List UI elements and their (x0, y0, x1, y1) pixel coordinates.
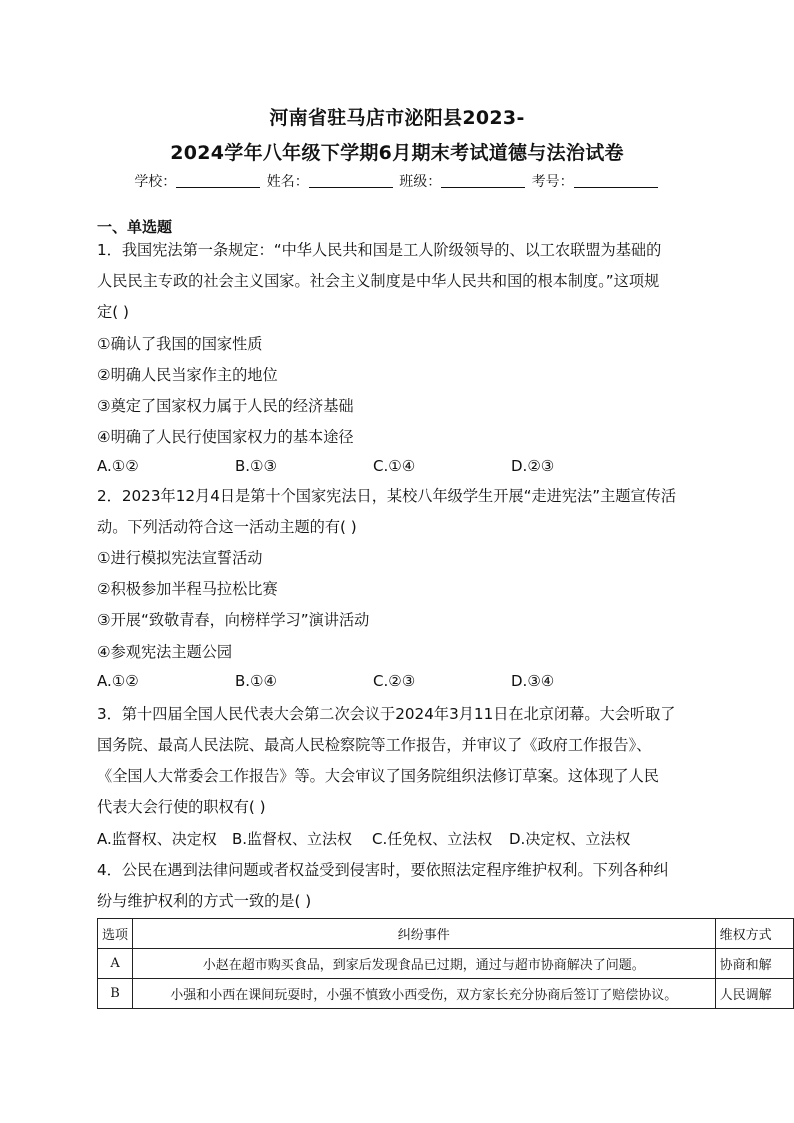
q3-option-b[interactable]: B.监督权、立法权 (232, 830, 353, 848)
exam-title-line1: 河南省驻马店市泌阳县2023- (269, 107, 525, 129)
q3-stem-line1: 3．第十四届全国人民代表大会第二次会议于2024年3月11日在北京闭幕。大会听取了 (97, 705, 676, 723)
table-header-option: 选项 (98, 919, 133, 949)
q1-statement-3: ③奠定了国家权力属于人民的经济基础 (97, 397, 354, 415)
table-cell-method: 人民调解 (715, 979, 793, 1009)
q2-stem-line2: 动。下列活动符合这一活动主题的有( ) (97, 518, 357, 536)
q2-option-d[interactable]: D.③④ (511, 672, 555, 690)
q1-statement-2: ②明确人民当家作主的地位 (97, 366, 278, 384)
q2-option-a[interactable]: A.①② (97, 672, 139, 690)
table-row (98, 979, 794, 1009)
school-label: 学校： (134, 174, 177, 190)
q4-dispute-table (97, 918, 794, 1009)
section-heading-single-choice: 一、单选题 (97, 218, 173, 236)
table-header-method: 维权方式 (715, 919, 793, 949)
q1-option-a[interactable]: A.①② (97, 457, 139, 475)
q1-stem-line2: 人民民主专政的社会主义国家。社会主义制度是中华人民共和国的根本制度。”这项规 (97, 272, 660, 290)
q4-stem-line1: 4．公民在遇到法律问题或者权益受到侵害时，要依照法定程序维护权利。下列各种纠 (97, 861, 669, 879)
table-cell-event: 小赵在超市购买食品，到家后发现食品已过期，通过与超市协商解决了问题。 (133, 949, 716, 979)
table-cell-method: 协商和解 (715, 949, 793, 979)
q2-statement-2: ②积极参加半程马拉松比赛 (97, 580, 278, 598)
exam-title-line2: 2024学年八年级下学期6月期末考试道德与法治试卷 (170, 142, 624, 164)
q3-stem-line2: 国务院、最高人民法院、最高人民检察院等工作报告，并审议了《政府工作报告》、 (97, 736, 652, 754)
q1-stem-line1: 1．我国宪法第一条规定：“中华人民共和国是工人阶级领导的、以工农联盟为基础的 (97, 241, 662, 259)
table-cell-event: 小强和小西在课间玩耍时，小强不慎致小西受伤，双方家长充分协商后签订了赔偿协议。 (133, 979, 716, 1009)
q2-stem-line1: 2．2023年12月4日是第十个国家宪法日，某校八年级学生开展“走进宪法”主题宣传活 (97, 487, 677, 505)
q3-stem-line4: 代表大会行使的职权有( ) (97, 798, 266, 816)
class-label: 班级： (399, 174, 442, 190)
q3-option-c[interactable]: C.任免权、立法权 (372, 830, 493, 848)
q1-statement-1: ①确认了我国的国家性质 (97, 335, 263, 353)
q1-option-d[interactable]: D.②③ (511, 457, 555, 475)
q2-statement-4: ④参观宪法主题公园 (97, 643, 233, 661)
table-cell-option: A (98, 949, 133, 979)
table-header-event: 纠纷事件 (133, 919, 716, 949)
table-row (98, 949, 794, 979)
q1-statement-4: ④明确了人民行使国家权力的基本途径 (97, 428, 354, 446)
q1-option-b[interactable]: B.①③ (235, 457, 277, 475)
q3-option-d[interactable]: D.决定权、立法权 (509, 830, 631, 848)
q3-stem-line3: 《全国人大常委会工作报告》等。大会审议了国务院组织法修订草案。这体现了人民 (97, 767, 659, 785)
table-header-row (98, 919, 794, 949)
q1-option-c[interactable]: C.①④ (373, 457, 416, 475)
q2-option-b[interactable]: B.①④ (235, 672, 277, 690)
q2-option-c[interactable]: C.②③ (373, 672, 416, 690)
q1-stem-line3: 定( ) (97, 303, 129, 321)
q4-stem-line2: 纷与维护权利的方式一致的是( ) (97, 892, 312, 910)
name-label: 姓名： (266, 174, 309, 190)
q2-statement-1: ①进行模拟宪法宣誓活动 (97, 549, 263, 567)
q2-statement-3: ③开展“致敬青春，向榜样学习”演讲活动 (97, 611, 370, 629)
table-cell-option: B (98, 979, 133, 1009)
q3-option-a[interactable]: A.监督权、决定权 (97, 830, 217, 848)
number-label: 考号： (531, 174, 574, 190)
